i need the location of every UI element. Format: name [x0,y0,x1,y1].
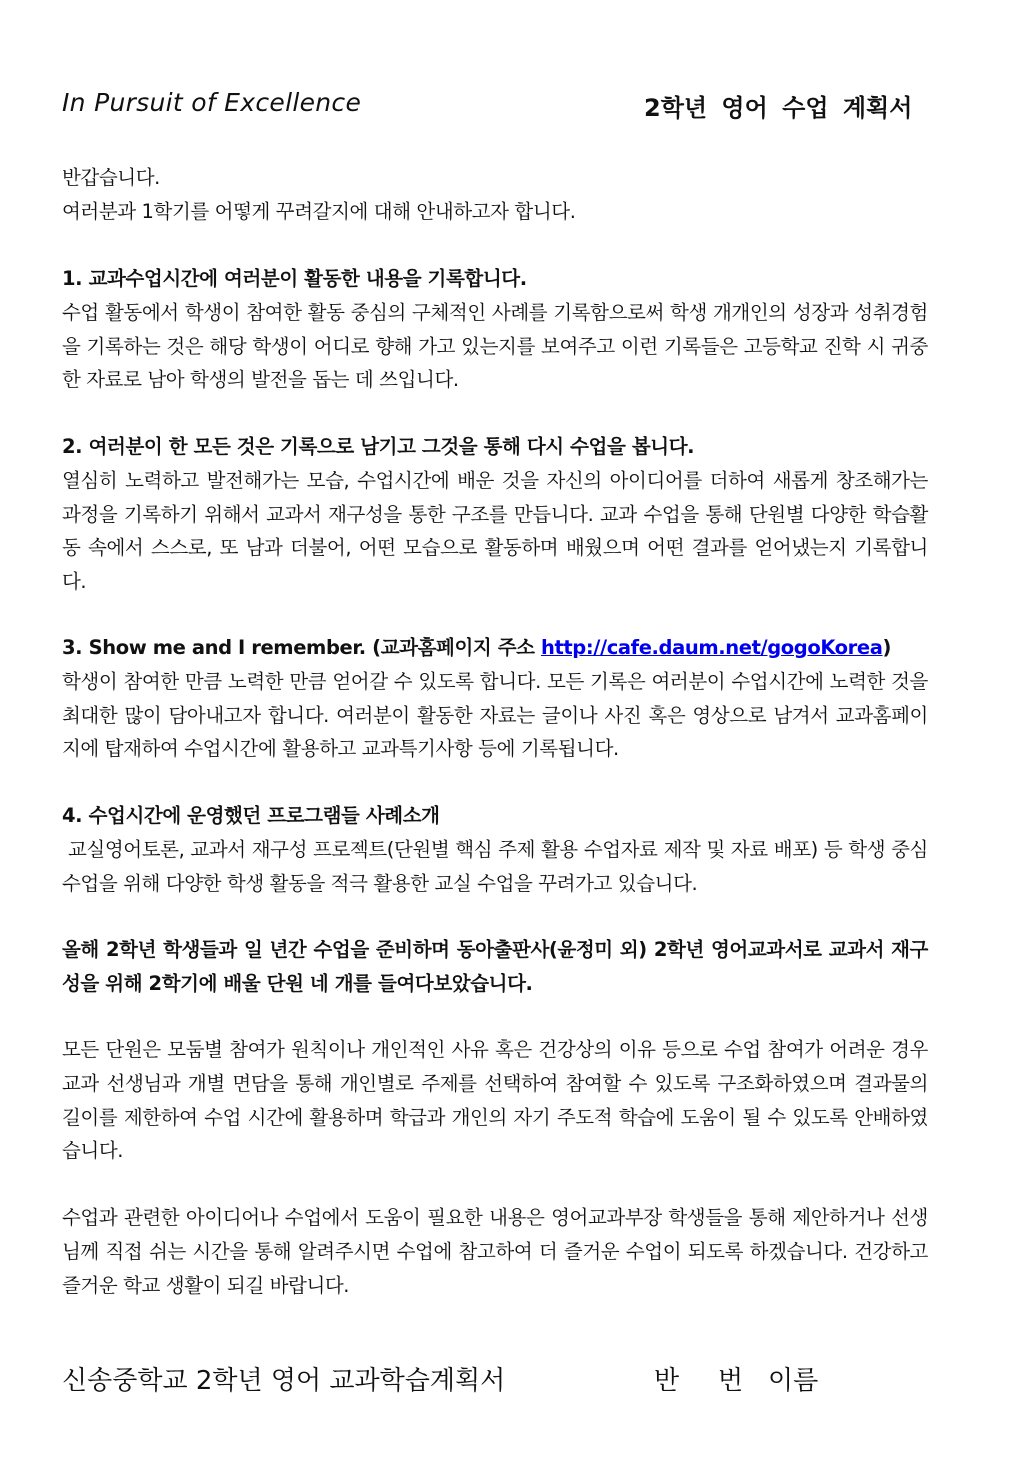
section-2-heading: 2. 여러분이 한 모든 것은 기록으로 남기고 그것을 통해 다시 수업을 봅니다. [62,435,695,458]
document-header [62,88,928,128]
homepage-link[interactable]: http://cafe.daum.net/gogoKorea [540,636,883,659]
intro-line: 여러분과 1학기를 어떻게 꾸려갈지에 대해 안내하고자 합니다. [62,199,576,223]
plan-title: 2학년 영어 수업 계획서 [644,94,913,122]
number-label: 번 [718,1366,744,1396]
textbook-paragraph-text: 올해 2학년 학생들과 일 년간 수업을 준비하며 동아출판사(윤정미 외) 2학년 영어교과서로 교과서 재구성을 위해 2학기에 배울 단원 네 개를 들여다보았습니다. [62,938,928,995]
section-2 [62,430,928,599]
section-3-body: 학생이 참여한 만큼 노력한 만큼 얻어갈 수 있도록 합니다. 모든 기록은 여러분이 수업시간에 노력한 것을 최대한 많이 담아내고자 합니다. 여러분이 활동한 자료는 글이나 사진 혹은 영상으로 남겨서 교과홈페이지에 탑재하여 수업시간에 활용하고 교과특기사항 등에 기록됩니다. [62,669,928,761]
section-3-heading-close: ) [882,636,891,659]
section-4-body: 교실영어토론, 교과서 재구성 프로젝트(단원별 핵심 주제 활용 수업자료 제작 및 자료 배포) 등 학생 중심 수업을 위해 다양한 학생 활동을 적극 활용한 교실 수업을 꾸려가고 있습니다. [62,837,934,895]
units-paragraph-text: 모든 단원은 모둠별 참여가 원칙이나 개인적인 사유 혹은 건강상의 이유 등으로 수업 참여가 어려운 경우 교과 선생님과 개별 면담을 통해 개인별로 주제를 선택하여 참여할 수 있도록 구조화하였으며 결과물의 길이를 제한하여 수업 시간에 활용하며 학급과 개인의 자기 주도적 학습에 도움이 될 수 있도록 안배하였습니다. [62,1038,928,1163]
section-3-heading [62,631,928,665]
section-4 [62,799,934,900]
greeting: 반갑습니다. [62,166,160,189]
section-3-heading-text: 3. Show me and I remember. (교과홈페이지 주소 [62,636,541,659]
footer-title: 신송중학교 2학년 영어 교과학습계획서 [62,1366,506,1396]
class-label: 반 [654,1366,680,1396]
section-1-body: 수업 활동에서 학생이 참여한 활동 중심의 구체적인 사례를 기록함으로써 학생 개개인의 성장과 성취경험을 기록하는 것은 해당 학생이 어디로 향해 가고 있는지를 보여주고 이런 기록들은 고등학교 진학 시 귀중한 자료로 남아 학생의 발전을 돕는 데 쓰입니다. [62,300,928,392]
closing-paragraph [62,1201,928,1302]
section-1-heading: 1. 교과수업시간에 여러분이 활동한 내용을 기록합니다. [62,267,527,290]
units-paragraph [62,1033,928,1168]
section-3 [62,631,928,766]
closing-paragraph-text: 수업과 관련한 아이디어나 수업에서 도움이 필요한 내용은 영어교과부장 학생들을 통해 제안하거나 선생님께 직접 쉬는 시간을 통해 알려주시면 수업에 참고하여 더 즐거운 수업이 되도록 하겠습니다. 건강하고 즐거운 학교 생활이 되길 바랍니다. [62,1206,928,1297]
textbook-paragraph [62,933,928,1001]
section-4-heading: 4. 수업시간에 운영했던 프로그램들 사례소개 [62,804,440,827]
intro [62,161,928,229]
document-footer [62,1360,928,1400]
section-1 [62,262,928,397]
name-label: 이름 [768,1366,819,1396]
motto-title: In Pursuit of Excellence [62,88,362,117]
section-2-body: 열심히 노력하고 발전해가는 모습, 수업시간에 배운 것을 자신의 아이디어를 더하여 새롭게 창조해가는 과정을 기록하기 위해서 교과서 재구성을 통한 구조를 만듭니다. 교과 수업을 통해 단원별 다양한 학습활동 속에서 스스로, 또 남과 더불어, 어떤 모습으로 활동하며 배웠으며 어떤 결과를 얻어냈는지 기록합니다. [62,468,928,594]
